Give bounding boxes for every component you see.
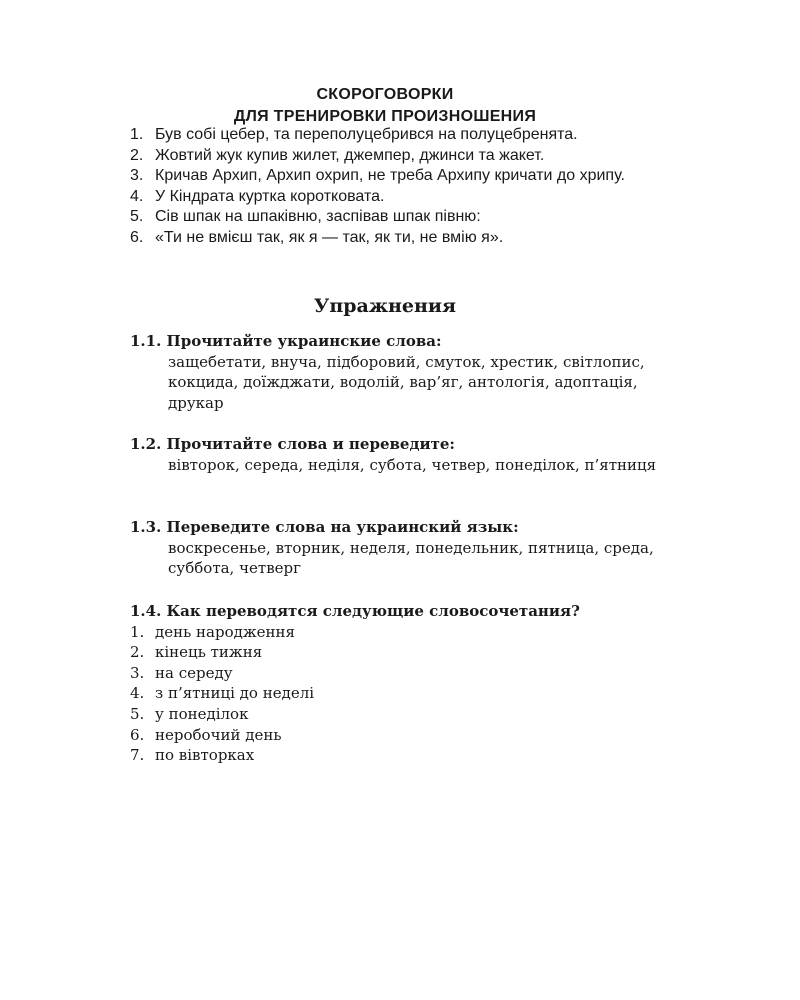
list-item [130, 146, 730, 167]
list-item [130, 745, 730, 766]
list-item [130, 207, 730, 228]
item-text: Сів шпак на шпаківню, заспівав шпак півню: [155, 208, 481, 226]
exercise-1-2 [130, 434, 730, 475]
item-number: 4. [130, 684, 145, 703]
list-item [130, 725, 730, 746]
item-text: У Кіндрата куртка коротковата. [155, 187, 385, 205]
item-text: на середу [155, 663, 233, 682]
tongue-twisters-title [0, 84, 770, 128]
exercise-body: воскресенье, вторник, неделя, понедельник, пятница, среда, суббота, четверг [168, 538, 654, 578]
exercise-body: защебетати, внуча, підборовий, смуток, хрестик, світлопис, кокцида, доїжджати, водолій, вар’яг, антологія, адоптація, друкар [168, 352, 645, 412]
item-text: Кричав Архип, Архип охрип, не треба Архипу кричати до хрипу. [155, 167, 625, 185]
exercise-heading: 1.1. Прочитайте украинские слова: [130, 332, 442, 350]
list-item [130, 642, 730, 663]
list-item [130, 704, 730, 725]
item-number: 7. [130, 746, 145, 765]
exercises-title: Упражнения [313, 295, 457, 317]
exercise-heading: 1.4. Как переводятся следующие словосочетания? [130, 602, 580, 620]
item-text: Жовтий жук купив жилет, джемпер, джинси та жакет. [155, 146, 545, 164]
item-number: 3. [130, 167, 144, 185]
list-item [130, 622, 730, 643]
item-number: 1. [130, 126, 144, 143]
exercise-body: вівторок, середа, неділя, субота, четвер, понеділок, п’ятниця [168, 455, 657, 474]
title-line-2: ДЛЯ ТРЕНИРОВКИ ПРОИЗНОШЕНИЯ [233, 108, 537, 125]
list-item [130, 166, 730, 187]
exercise-heading: 1.2. Прочитайте слова и переведите: [130, 435, 455, 453]
item-text: по вівторках [155, 746, 255, 765]
exercise-1-3 [130, 517, 730, 579]
exercise-1-4 [130, 601, 730, 766]
tongue-twisters-list [130, 125, 730, 249]
title-line-1: СКОРОГОВОРКИ [316, 86, 454, 103]
item-number: 2. [130, 146, 144, 164]
item-text: «Ти не вмієш так, як я — так, як ти, не вмію я». [155, 228, 504, 246]
phrase-list [130, 622, 730, 766]
item-number: 2. [130, 643, 145, 662]
item-text: неробочий день [155, 725, 282, 744]
item-text: з п’ятниці до неделі [155, 684, 315, 703]
item-number: 3. [130, 663, 145, 682]
item-number: 1. [130, 622, 145, 641]
item-text: Був собі цебер, та переполуцебрився на полуцебренята. [155, 126, 578, 143]
list-item [130, 663, 730, 684]
item-number: 4. [130, 187, 144, 205]
item-text: у понеділок [155, 704, 249, 723]
exercise-heading: 1.3. Переведите слова на украинский язык: [130, 518, 519, 536]
item-text: день народження [155, 622, 295, 641]
list-item [130, 125, 730, 146]
item-number: 6. [130, 228, 144, 246]
list-item [130, 228, 730, 249]
item-number: 5. [130, 208, 144, 226]
item-text: кінець тижня [155, 643, 263, 662]
list-item [130, 187, 730, 208]
item-number: 6. [130, 725, 145, 744]
exercise-1-1 [130, 331, 730, 413]
item-number: 5. [130, 704, 145, 723]
list-item [130, 683, 730, 704]
